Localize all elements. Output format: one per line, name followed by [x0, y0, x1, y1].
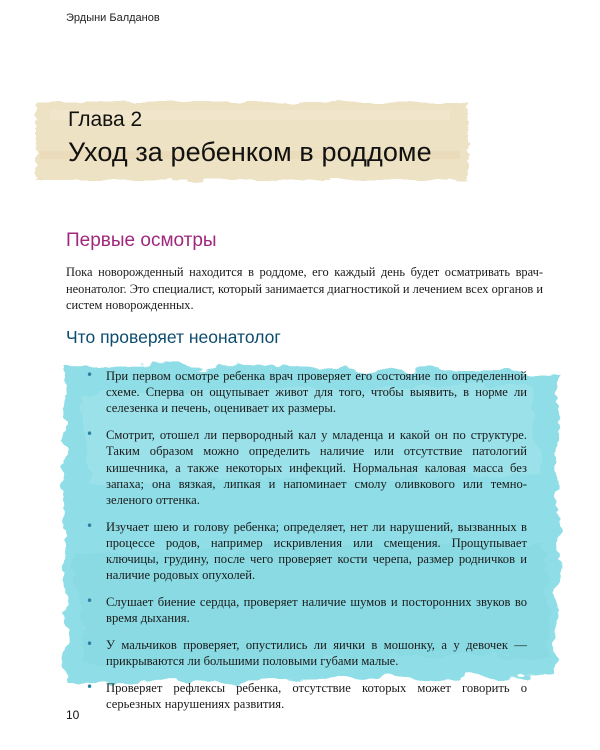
bullet-icon: • — [86, 518, 94, 533]
list-item — [86, 368, 527, 417]
section-title: Первые осмотры — [66, 230, 217, 251]
chapter-number: Глава 2 — [68, 108, 143, 131]
list-item-text: Проверяет рефлексы ребенка, отсутствие которых может говорить о серьезных нарушениях развития. — [106, 680, 527, 711]
list-item-text: Изучает шею и голову ребенка; определяет, нет ли нарушений, вызванных в процессе родов, например искривления или смещения. Прощупывает ключицы, грудину, после чего проверяет кости черепа, размер родничков и наличие родовых опухолей. — [106, 519, 527, 583]
bullet-icon: • — [86, 368, 94, 382]
bullet-icon: • — [86, 427, 94, 442]
list-item — [86, 427, 527, 508]
bullet-icon: • — [86, 679, 94, 694]
checklist — [86, 368, 527, 723]
list-item — [86, 680, 527, 712]
list-item-text: Слушает биение сердца, проверяет наличие шумов и посторонних звуков во время дыхания. — [106, 594, 527, 626]
list-item-text: У мальчиков проверяет, опустились ли яички в мошонку, а у девочек — прикрываются ли большими половыми губами малые. — [106, 637, 527, 669]
list-item-text: При первом осмотре ребенка врач проверяет его состояние по определенной схеме. Сперва он ощупывает живот для того, чтобы выявить, в норме ли селезенка и печень, оценивает их размеры. — [106, 369, 527, 416]
bullet-icon: • — [86, 636, 94, 651]
list-item — [86, 519, 527, 584]
subsection-title: Что проверяет неонатолог — [66, 327, 281, 347]
chapter-title: Уход за ребенком в роддоме — [68, 137, 432, 167]
bullet-icon: • — [86, 593, 94, 608]
list-item-text: Смотрит, отошел ли первородный кал у младенца и какой он по структуре. Таким образом можно определить наличие или отсутствие патологий кишечника, а также некоторых инфекций. Нормальная каловая масса без запаха; она вязкая, липкая и напоминает смолу оливкового или темно-зеленого оттенка. — [106, 428, 527, 507]
page-number: 10 — [66, 708, 80, 722]
list-item — [86, 637, 527, 669]
running-head-author: Эрдыни Балданов — [66, 12, 160, 24]
list-item — [86, 594, 527, 626]
intro-paragraph: Пока новорожденный находится в роддоме, его каждый день будет осматривать врач-неонатолог. Это специалист, который занимается диагностикой и лечением всех органов и систем новорожденных. — [66, 265, 543, 312]
